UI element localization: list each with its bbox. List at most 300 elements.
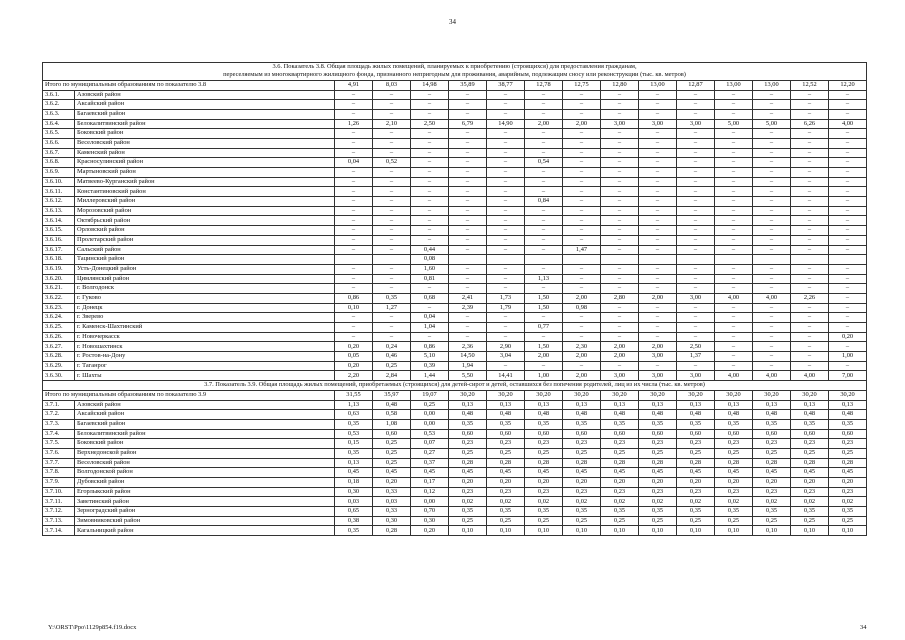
row-name: г. Каменск-Шахтинский xyxy=(75,323,335,333)
value-cell: – xyxy=(487,274,525,284)
value-cell: 0,23 xyxy=(639,487,677,497)
value-cell: 0,28 xyxy=(563,458,601,468)
value-cell xyxy=(335,255,373,265)
row-code: 3.6.7. xyxy=(43,148,75,158)
value-cell: – xyxy=(335,168,373,178)
value-cell: – xyxy=(601,361,639,371)
value-cell: – xyxy=(791,197,829,207)
value-cell: – xyxy=(639,313,677,323)
value-cell: 0,25 xyxy=(639,448,677,458)
value-cell: – xyxy=(639,303,677,313)
value-cell: – xyxy=(411,303,449,313)
value-cell: 0,20 xyxy=(487,478,525,488)
value-cell: – xyxy=(677,158,715,168)
value-cell: – xyxy=(753,226,791,236)
value-cell: – xyxy=(335,206,373,216)
value-cell: – xyxy=(715,284,753,294)
table-row xyxy=(43,419,867,429)
value-cell: 0,13 xyxy=(525,400,563,410)
value-cell: 0,08 xyxy=(411,255,449,265)
value-cell: – xyxy=(487,332,525,342)
value-cell: – xyxy=(335,264,373,274)
value-cell: 0,02 xyxy=(829,497,867,507)
value-cell: – xyxy=(715,109,753,119)
value-cell: 0,45 xyxy=(753,468,791,478)
value-cell: 0,35 xyxy=(563,507,601,517)
value-cell: – xyxy=(487,323,525,333)
value-cell: – xyxy=(335,323,373,333)
value-cell: 0,10 xyxy=(715,526,753,536)
row-name: Аксайский район xyxy=(75,100,335,110)
value-cell: 0,28 xyxy=(525,458,563,468)
table-row xyxy=(43,274,867,284)
value-cell xyxy=(601,255,639,265)
value-cell: – xyxy=(449,148,487,158)
value-cell: 0,25 xyxy=(601,448,639,458)
value-cell: 14,90 xyxy=(487,119,525,129)
value-cell: 0,25 xyxy=(525,448,563,458)
page-number-bottom: 34 xyxy=(860,624,867,631)
row-name: Заветинский район xyxy=(75,497,335,507)
value-cell: 0,45 xyxy=(449,468,487,478)
value-cell: – xyxy=(601,100,639,110)
value-cell: 0,23 xyxy=(525,439,563,449)
value-cell: – xyxy=(601,235,639,245)
value-cell: – xyxy=(791,158,829,168)
value-cell: – xyxy=(449,245,487,255)
value-cell: – xyxy=(411,226,449,236)
value-cell: 2,00 xyxy=(563,119,601,129)
value-cell: – xyxy=(791,100,829,110)
value-cell: 2,36 xyxy=(449,342,487,352)
value-cell: 0,05 xyxy=(335,352,373,362)
value-cell: 0,48 xyxy=(601,410,639,420)
value-cell: – xyxy=(639,177,677,187)
row-name: Цимлянский район xyxy=(75,274,335,284)
total-value-cell: 30,20 xyxy=(449,390,487,400)
value-cell: – xyxy=(791,206,829,216)
value-cell xyxy=(791,255,829,265)
value-cell: – xyxy=(639,100,677,110)
row-code: 3.6.5. xyxy=(43,129,75,139)
value-cell: – xyxy=(335,100,373,110)
value-cell: – xyxy=(373,245,411,255)
row-name: Мартыновский район xyxy=(75,168,335,178)
value-cell: – xyxy=(753,90,791,100)
value-cell: – xyxy=(373,332,411,342)
value-cell: – xyxy=(715,352,753,362)
value-cell: 1,37 xyxy=(677,352,715,362)
value-cell: 0,48 xyxy=(487,410,525,420)
value-cell: 0,10 xyxy=(563,526,601,536)
value-cell: – xyxy=(753,158,791,168)
value-cell: 0,35 xyxy=(335,419,373,429)
value-cell: 0,27 xyxy=(411,448,449,458)
value-cell: 0,25 xyxy=(411,400,449,410)
value-cell: – xyxy=(373,313,411,323)
row-name: г. Гуково xyxy=(75,293,335,303)
value-cell: 0,30 xyxy=(335,487,373,497)
value-cell: – xyxy=(449,90,487,100)
row-code: 3.7.3. xyxy=(43,419,75,429)
value-cell xyxy=(487,255,525,265)
value-cell: 0,48 xyxy=(525,410,563,420)
value-cell: 0,45 xyxy=(487,468,525,478)
row-name: Багаевский район xyxy=(75,419,335,429)
value-cell: – xyxy=(487,284,525,294)
value-cell: 0,25 xyxy=(791,516,829,526)
value-cell: 0,13 xyxy=(449,400,487,410)
row-name: Волгодонской район xyxy=(75,468,335,478)
table-row xyxy=(43,216,867,226)
value-cell: – xyxy=(715,148,753,158)
value-cell: – xyxy=(487,129,525,139)
value-cell: – xyxy=(753,138,791,148)
value-cell: 3,00 xyxy=(639,371,677,381)
value-cell: 0,48 xyxy=(639,410,677,420)
value-cell: 0,46 xyxy=(373,352,411,362)
value-cell: 0,44 xyxy=(411,245,449,255)
value-cell: – xyxy=(601,109,639,119)
row-code: 3.7.6. xyxy=(43,448,75,458)
value-cell: – xyxy=(487,361,525,371)
value-cell: 0,25 xyxy=(449,516,487,526)
value-cell: – xyxy=(525,264,563,274)
value-cell: – xyxy=(563,323,601,333)
row-name: Морозовский район xyxy=(75,206,335,216)
value-cell: – xyxy=(829,274,867,284)
value-cell: 0,25 xyxy=(829,516,867,526)
row-code: 3.6.24. xyxy=(43,313,75,323)
value-cell: – xyxy=(563,235,601,245)
table-row xyxy=(43,129,867,139)
value-cell: 0,02 xyxy=(639,497,677,507)
value-cell: – xyxy=(601,129,639,139)
value-cell: 0,60 xyxy=(449,429,487,439)
row-name: Верхнедонской район xyxy=(75,448,335,458)
table-row xyxy=(43,197,867,207)
value-cell: 6,79 xyxy=(449,119,487,129)
value-cell: – xyxy=(487,226,525,236)
value-cell: – xyxy=(449,109,487,119)
row-name: Боковский район xyxy=(75,129,335,139)
value-cell: – xyxy=(753,177,791,187)
value-cell: – xyxy=(753,245,791,255)
value-cell: 2,00 xyxy=(525,119,563,129)
value-cell: – xyxy=(715,264,753,274)
value-cell: – xyxy=(411,100,449,110)
value-cell: 0,35 xyxy=(487,419,525,429)
value-cell: 0,38 xyxy=(335,516,373,526)
row-code: 3.6.1. xyxy=(43,90,75,100)
value-cell: – xyxy=(753,323,791,333)
table-row xyxy=(43,148,867,158)
table-row xyxy=(43,226,867,236)
value-cell: – xyxy=(715,206,753,216)
value-cell: 0,02 xyxy=(601,497,639,507)
value-cell: 0,45 xyxy=(791,468,829,478)
value-cell: – xyxy=(715,197,753,207)
section-title-line: переселяемым из многоквартирного жилищного фонда, признанного непригодным для проживания, аварийным, подлежащим сносу или реконструкции (тыс. кв. метров) xyxy=(223,71,686,79)
value-cell: – xyxy=(715,342,753,352)
value-cell: – xyxy=(449,177,487,187)
value-cell: 1,00 xyxy=(829,352,867,362)
value-cell: – xyxy=(829,100,867,110)
value-cell: – xyxy=(791,109,829,119)
value-cell: 1,08 xyxy=(373,419,411,429)
total-value-cell: 12,80 xyxy=(601,80,639,90)
value-cell: 0,60 xyxy=(639,429,677,439)
value-cell: 0,10 xyxy=(829,526,867,536)
value-cell: – xyxy=(715,323,753,333)
value-cell: – xyxy=(639,226,677,236)
value-cell: – xyxy=(525,168,563,178)
value-cell: – xyxy=(639,148,677,158)
value-cell: 0,35 xyxy=(335,448,373,458)
value-cell: – xyxy=(753,235,791,245)
value-cell: 1,26 xyxy=(335,119,373,129)
value-cell: 0,20 xyxy=(829,332,867,342)
value-cell: 0,25 xyxy=(601,516,639,526)
row-code: 3.6.18. xyxy=(43,255,75,265)
value-cell: 0,86 xyxy=(335,293,373,303)
value-cell: – xyxy=(601,226,639,236)
value-cell: – xyxy=(563,274,601,284)
total-value-cell: 30,20 xyxy=(487,390,525,400)
value-cell: 1,50 xyxy=(525,293,563,303)
value-cell: – xyxy=(829,226,867,236)
value-cell: 0,68 xyxy=(411,293,449,303)
value-cell: – xyxy=(411,168,449,178)
value-cell: 0,25 xyxy=(677,448,715,458)
value-cell: – xyxy=(487,187,525,197)
value-cell: 0,23 xyxy=(601,439,639,449)
value-cell: – xyxy=(829,206,867,216)
value-cell: – xyxy=(601,197,639,207)
row-code: 3.7.11. xyxy=(43,497,75,507)
value-cell: 0,48 xyxy=(829,410,867,420)
total-value-cell: 14,98 xyxy=(411,80,449,90)
row-code: 3.6.16. xyxy=(43,235,75,245)
row-code: 3.7.4. xyxy=(43,429,75,439)
value-cell: – xyxy=(677,90,715,100)
value-cell: 0,35 xyxy=(829,419,867,429)
value-cell: – xyxy=(677,361,715,371)
value-cell: 0,13 xyxy=(639,400,677,410)
table-row xyxy=(43,264,867,274)
value-cell: 2,00 xyxy=(601,352,639,362)
value-cell: – xyxy=(639,90,677,100)
value-cell: 1,04 xyxy=(411,323,449,333)
value-cell: 0,35 xyxy=(753,419,791,429)
value-cell: – xyxy=(449,168,487,178)
value-cell: – xyxy=(563,197,601,207)
value-cell: – xyxy=(449,332,487,342)
value-cell: 0,10 xyxy=(487,526,525,536)
value-cell: 0,81 xyxy=(411,274,449,284)
value-cell: 0,04 xyxy=(411,313,449,323)
table-row xyxy=(43,526,867,536)
value-cell: 0,35 xyxy=(525,507,563,517)
value-cell: – xyxy=(525,284,563,294)
value-cell: 0,53 xyxy=(411,429,449,439)
row-code: 3.7.12. xyxy=(43,507,75,517)
value-cell: – xyxy=(601,177,639,187)
value-cell: 0,60 xyxy=(715,429,753,439)
value-cell: – xyxy=(829,197,867,207)
value-cell: – xyxy=(677,332,715,342)
value-cell: – xyxy=(829,129,867,139)
row-name: Веселовский район xyxy=(75,458,335,468)
value-cell: – xyxy=(563,332,601,342)
value-cell: 0,13 xyxy=(829,400,867,410)
value-cell: 0,60 xyxy=(601,429,639,439)
value-cell: – xyxy=(715,274,753,284)
value-cell: – xyxy=(487,168,525,178)
value-cell: 0,30 xyxy=(373,516,411,526)
table-row xyxy=(43,332,867,342)
value-cell: – xyxy=(449,187,487,197)
value-cell: – xyxy=(449,197,487,207)
table-row xyxy=(43,507,867,517)
value-cell: 0,23 xyxy=(563,439,601,449)
value-cell: – xyxy=(753,100,791,110)
value-cell: 3,00 xyxy=(677,293,715,303)
value-cell: 0,13 xyxy=(753,400,791,410)
value-cell: 0,48 xyxy=(449,410,487,420)
value-cell: – xyxy=(677,303,715,313)
value-cell: – xyxy=(791,168,829,178)
value-cell: 0,25 xyxy=(449,448,487,458)
value-cell: 14,50 xyxy=(449,352,487,362)
row-code: 3.7.5. xyxy=(43,439,75,449)
row-code: 3.6.15. xyxy=(43,226,75,236)
value-cell: 2,80 xyxy=(601,293,639,303)
table-row xyxy=(43,410,867,420)
value-cell: 0,02 xyxy=(563,497,601,507)
value-cell: 0,13 xyxy=(487,400,525,410)
row-name: Белокалитвинский район xyxy=(75,119,335,129)
row-code: 3.6.21. xyxy=(43,284,75,294)
value-cell: – xyxy=(411,90,449,100)
row-code: 3.6.14. xyxy=(43,216,75,226)
value-cell: – xyxy=(335,226,373,236)
value-cell: – xyxy=(677,177,715,187)
value-cell: 1,27 xyxy=(373,303,411,313)
value-cell: – xyxy=(373,323,411,333)
value-cell: – xyxy=(715,158,753,168)
value-cell xyxy=(829,255,867,265)
value-cell: – xyxy=(829,187,867,197)
value-cell: 0,23 xyxy=(639,439,677,449)
row-name: г. Новочеркасск xyxy=(75,332,335,342)
row-code: 3.6.8. xyxy=(43,158,75,168)
row-code: 3.7.10. xyxy=(43,487,75,497)
value-cell: 5,00 xyxy=(715,119,753,129)
value-cell: – xyxy=(601,168,639,178)
value-cell xyxy=(563,255,601,265)
value-cell: – xyxy=(449,264,487,274)
table-row xyxy=(43,497,867,507)
value-cell: – xyxy=(791,313,829,323)
value-cell: – xyxy=(563,284,601,294)
value-cell: – xyxy=(601,187,639,197)
row-code: 3.7.9. xyxy=(43,478,75,488)
value-cell: – xyxy=(373,226,411,236)
value-cell: 0,35 xyxy=(373,293,411,303)
value-cell: – xyxy=(677,100,715,110)
value-cell: 1,73 xyxy=(487,293,525,303)
value-cell: – xyxy=(373,274,411,284)
value-cell: – xyxy=(411,235,449,245)
total-row xyxy=(43,390,867,400)
value-cell: – xyxy=(601,216,639,226)
value-cell: 0,20 xyxy=(335,361,373,371)
value-cell: 0,23 xyxy=(791,439,829,449)
value-cell: – xyxy=(449,274,487,284)
value-cell xyxy=(525,255,563,265)
value-cell: – xyxy=(677,168,715,178)
value-cell: – xyxy=(791,90,829,100)
value-cell: 0,35 xyxy=(715,507,753,517)
value-cell: 0,54 xyxy=(525,158,563,168)
section-title-row xyxy=(43,63,867,81)
value-cell: 0,60 xyxy=(563,429,601,439)
value-cell: – xyxy=(639,264,677,274)
table-row xyxy=(43,371,867,381)
value-cell: 0,23 xyxy=(601,487,639,497)
value-cell: – xyxy=(829,361,867,371)
value-cell: – xyxy=(487,100,525,110)
value-cell: 0,35 xyxy=(791,507,829,517)
value-cell: 5,50 xyxy=(449,371,487,381)
value-cell: – xyxy=(525,148,563,158)
value-cell: 0,35 xyxy=(601,507,639,517)
row-code: 3.6.29. xyxy=(43,361,75,371)
value-cell: – xyxy=(791,342,829,352)
value-cell: – xyxy=(411,138,449,148)
row-code: 3.6.10. xyxy=(43,177,75,187)
value-cell: 6,26 xyxy=(791,119,829,129)
value-cell: – xyxy=(791,129,829,139)
value-cell: – xyxy=(753,168,791,178)
value-cell: 5,00 xyxy=(753,119,791,129)
value-cell: – xyxy=(411,206,449,216)
value-cell: 0,13 xyxy=(563,400,601,410)
value-cell: 0,25 xyxy=(715,516,753,526)
indicator-table xyxy=(42,62,867,536)
value-cell: 0,35 xyxy=(677,419,715,429)
total-value-cell: 13,00 xyxy=(715,80,753,90)
value-cell: – xyxy=(639,129,677,139)
value-cell: 0,13 xyxy=(335,458,373,468)
row-name: Октябрьский район xyxy=(75,216,335,226)
value-cell: – xyxy=(791,323,829,333)
table-row xyxy=(43,516,867,526)
value-cell: 2,26 xyxy=(791,293,829,303)
value-cell: 0,24 xyxy=(373,342,411,352)
value-cell: 0,20 xyxy=(563,478,601,488)
total-value-cell: 12,78 xyxy=(525,80,563,90)
value-cell: 0,02 xyxy=(487,497,525,507)
value-cell: 0,48 xyxy=(715,410,753,420)
value-cell: 0,35 xyxy=(791,419,829,429)
value-cell: 5,10 xyxy=(411,352,449,362)
value-cell: – xyxy=(639,323,677,333)
value-cell: 3,00 xyxy=(639,352,677,362)
value-cell: – xyxy=(639,361,677,371)
value-cell: – xyxy=(753,206,791,216)
